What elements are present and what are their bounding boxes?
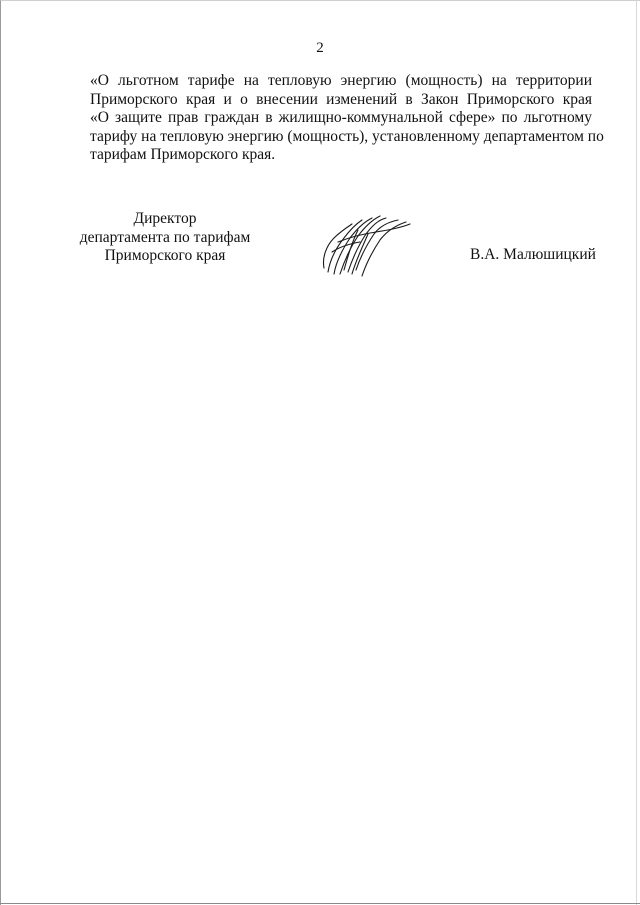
signer-name: В.А. Малюшицкий <box>470 246 596 263</box>
position-title: Директор <box>133 210 197 227</box>
body-line: тарифу на тепловую энергию (мощность), установленному департаментом по <box>90 127 604 145</box>
scan-edge-bottom <box>0 903 640 904</box>
scan-edge-right <box>636 0 637 905</box>
body-line: «О льготном тарифе на тепловую энергию (мощность) на территории <box>90 72 592 89</box>
body-line: Приморского края и о внесении изменений в Закон Приморского края <box>90 90 592 108</box>
position-department: департамента по тарифам <box>79 228 251 246</box>
position-region: Приморского края <box>104 247 226 265</box>
signature-icon <box>318 212 413 278</box>
body-line: тарифам Приморского края. <box>90 146 276 164</box>
signatory-position <box>60 210 270 266</box>
page-number: 2 <box>316 40 324 56</box>
body-paragraph <box>90 72 604 165</box>
body-line: «О защите прав граждан в жилищно-коммунальной сфере» по льготному <box>90 109 592 127</box>
